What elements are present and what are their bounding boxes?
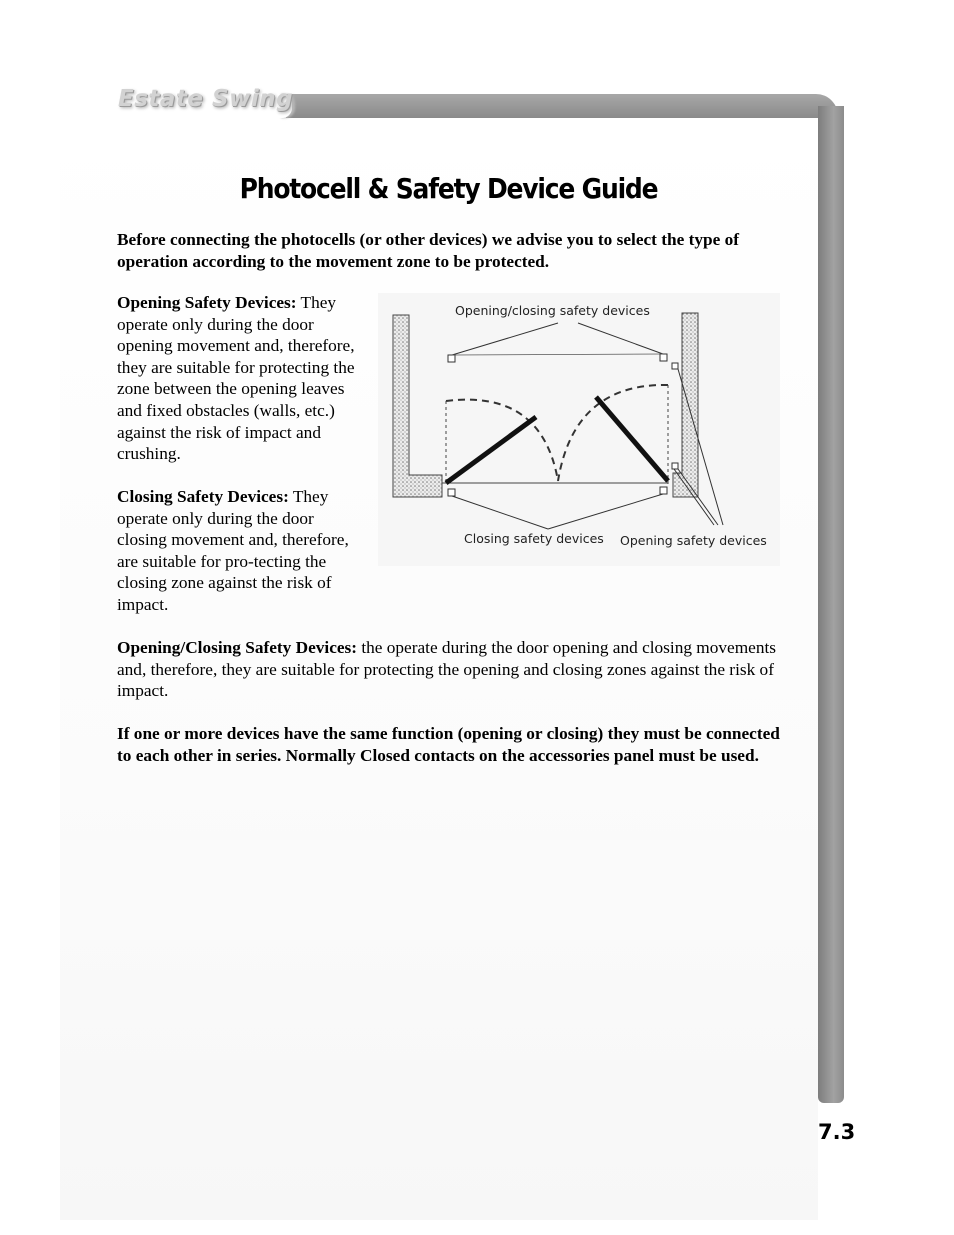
intro-paragraph: Before connecting the photocells (or other devices) we advise you to select the type of operation according to the movement zone to be protected. [117, 230, 740, 271]
opening-closing-devices-text: the operate during the door opening and closing movements and, therefore, they are suitable for protecting the opening and closing zones against the risk of impact. [117, 638, 776, 701]
opening-devices-text: They operate only during the door opening movement and, therefore, they are suitable for protecting the zone between the opening leaves and fixed obstacles (walls, etc.) against the risk of impact and crushing. [117, 293, 355, 464]
page-number: 7.3 [818, 1120, 856, 1144]
brand-logo: Estate Swing [118, 86, 294, 112]
gate-diagram-svg [378, 293, 780, 566]
opening-devices-label: Opening Safety Devices: [117, 293, 297, 312]
opening-closing-devices-label: Opening/Closing Safety Devices: [117, 638, 358, 657]
closing-devices-paragraph [117, 486, 359, 616]
gate-safety-diagram [378, 293, 780, 566]
right-leaf-arc [558, 385, 668, 481]
series-connection-note: If one or more devices have the same function (opening or closing) they must be connected to each other in series. Normally Closed contacts on the accessories panel must be used. [117, 724, 780, 765]
photocell-left-top [448, 355, 455, 362]
right-gate-leaf [596, 397, 668, 481]
photocell-right-bottom [660, 487, 667, 494]
closing-devices-label: Closing Safety Devices: [117, 487, 289, 506]
photocell-right-top [660, 354, 667, 361]
opening-closing-devices-paragraph [117, 637, 787, 702]
opening-devices-paragraph [117, 292, 359, 465]
left-wall [393, 315, 442, 497]
photocell-right-wall-top [672, 363, 678, 369]
left-gate-leaf [446, 417, 536, 483]
closing-devices-text: They operate only during the door closing movement and, therefore, are suitable for pro-tecting the closing zone against the risk of impact. [117, 487, 349, 614]
label-opening-closing-devices: Opening/closing safety devices [455, 303, 650, 318]
page-title: Photocell & Safety Device Guide [239, 172, 658, 205]
photocell-right-wall-bottom [672, 463, 678, 469]
label-closing-devices: Closing safety devices [464, 531, 604, 546]
header-bar [286, 94, 838, 118]
side-bar [818, 106, 844, 1103]
photocell-left-bottom [448, 489, 455, 496]
label-opening-devices: Opening safety devices [620, 533, 767, 548]
